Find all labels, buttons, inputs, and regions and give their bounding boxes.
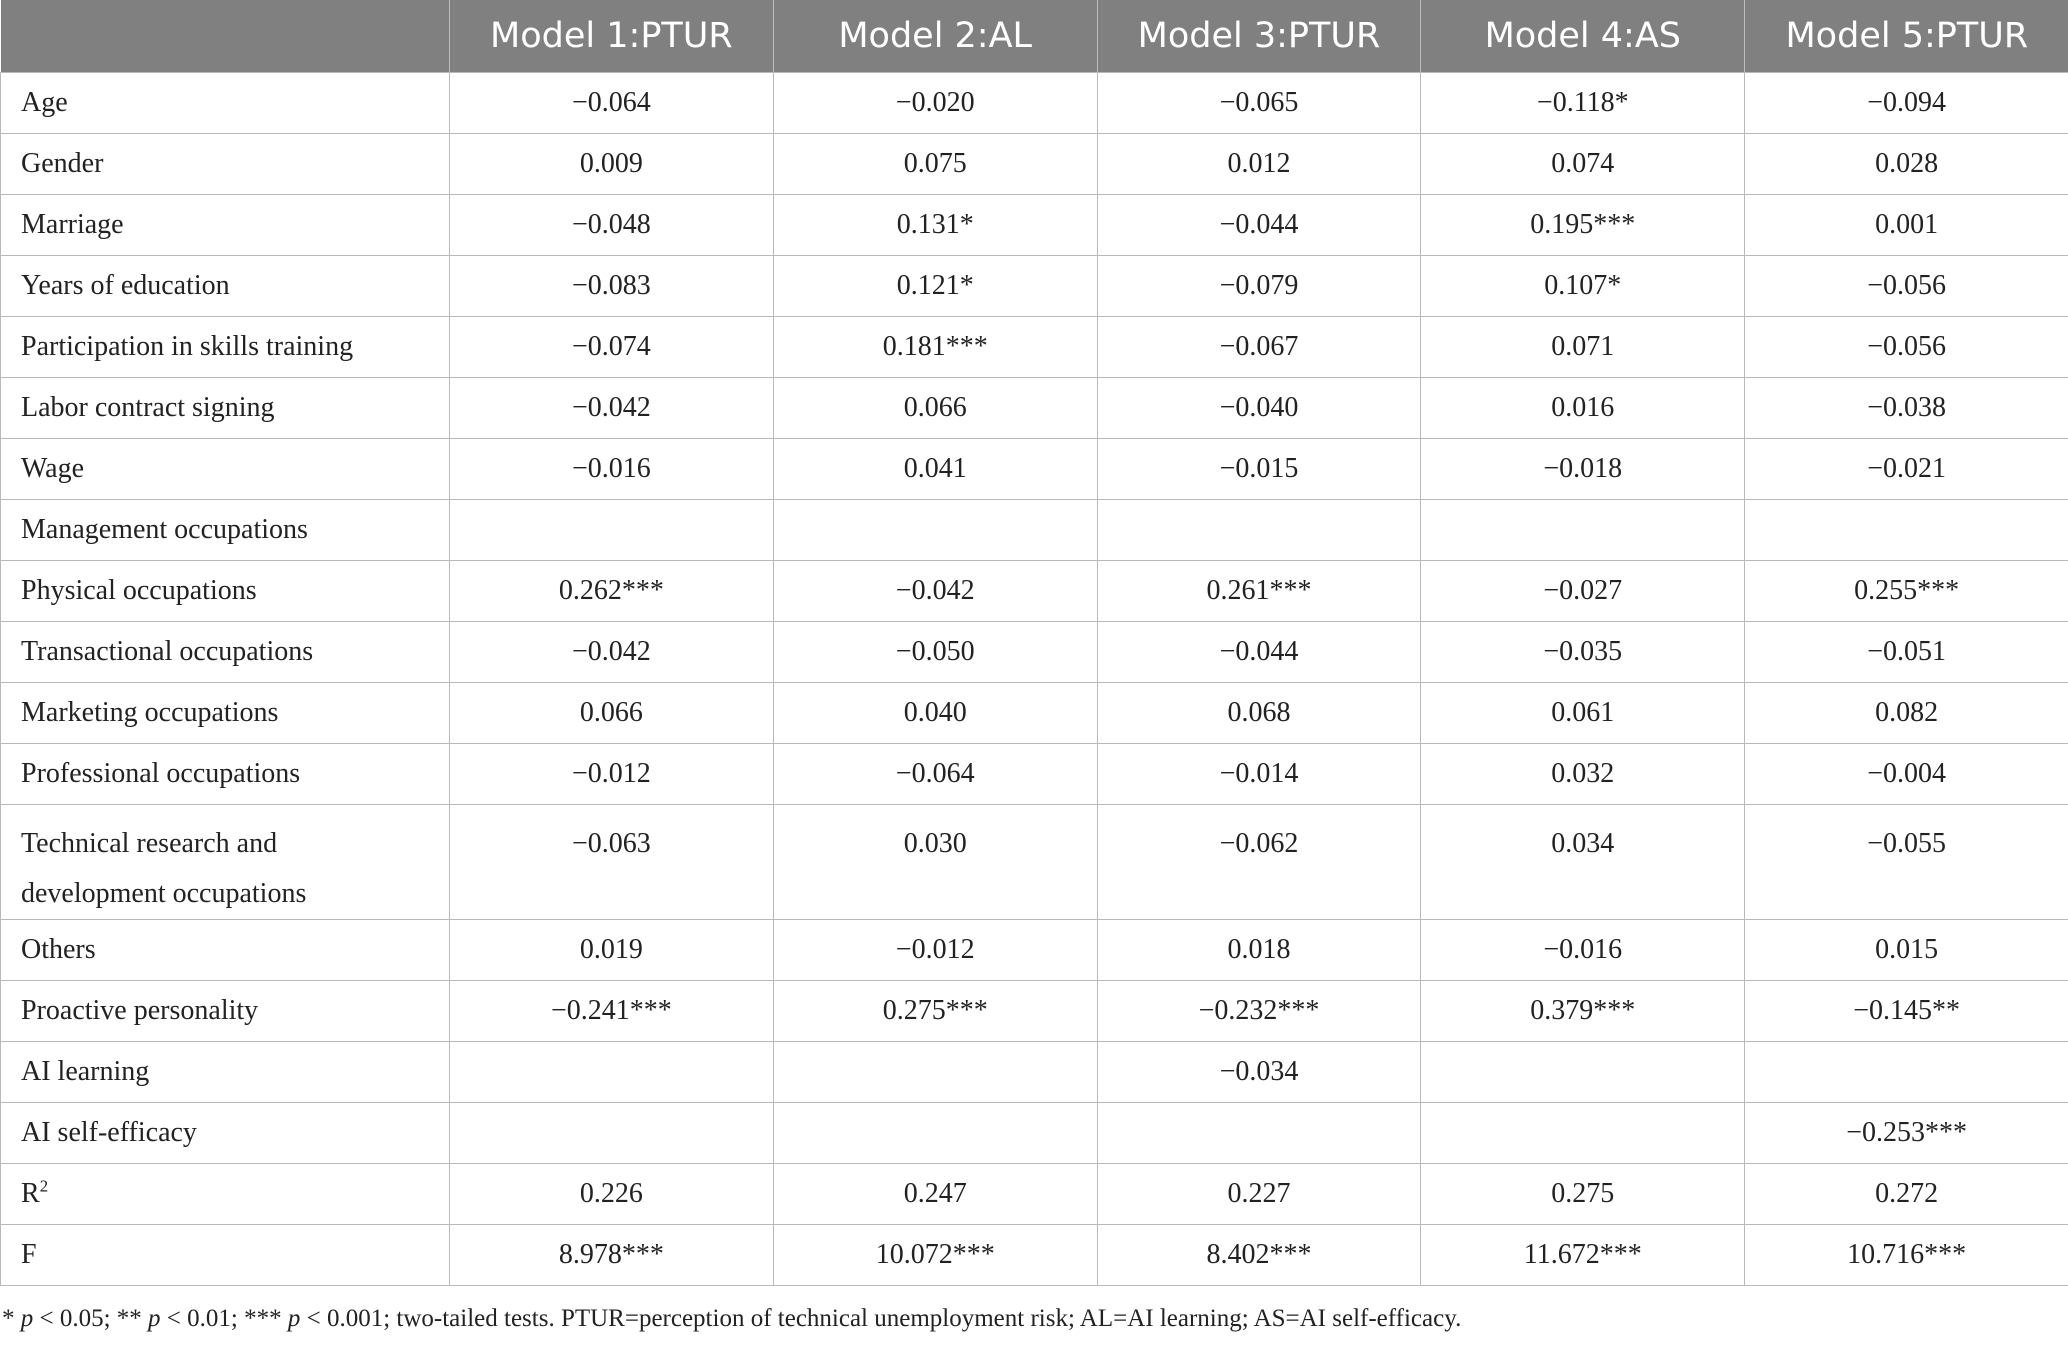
cell-model-4 xyxy=(1421,622,1745,683)
cell-model-1 xyxy=(450,805,774,920)
cell-model-2 xyxy=(773,317,1097,378)
table-row xyxy=(1,683,2068,744)
header-model-2: Model 2:AL xyxy=(773,0,1097,73)
cell-model-2 xyxy=(773,500,1097,561)
cell-model-5 xyxy=(1745,500,2068,561)
cell-value: 0.247 xyxy=(903,1178,967,1209)
cell-model-1 xyxy=(450,1042,774,1103)
cell-model-4 xyxy=(1421,500,1745,561)
cell-value: 0.275*** xyxy=(882,995,988,1026)
cell-value: −0.018 xyxy=(1543,453,1623,484)
header-model-5: Model 5:PTUR xyxy=(1745,0,2068,73)
cell-value: −0.035 xyxy=(1543,636,1623,667)
row-label xyxy=(1,805,450,920)
cell-model-1 xyxy=(450,134,774,195)
cell-model-5 xyxy=(1745,744,2068,805)
cell-model-3 xyxy=(1097,1103,1421,1164)
cell-value: −0.012 xyxy=(895,934,975,965)
cell-value: −0.064 xyxy=(895,758,975,789)
cell-value: −0.004 xyxy=(1867,758,1946,789)
cell-model-2 xyxy=(773,1103,1097,1164)
cell-value: 0.181*** xyxy=(882,331,988,362)
cell-model-1 xyxy=(450,744,774,805)
cell-value: 0.075 xyxy=(903,148,967,179)
cell-model-1 xyxy=(450,561,774,622)
cell-value: −0.083 xyxy=(572,270,651,301)
cell-value: 0.107* xyxy=(1544,270,1622,301)
cell-model-4 xyxy=(1421,1225,1745,1286)
cell-value: 0.061 xyxy=(1551,697,1615,728)
row-label xyxy=(1,256,450,317)
row-label-text: Transactional occupations xyxy=(21,636,314,667)
cell-value: 0.071 xyxy=(1551,331,1615,362)
cell-value: −0.016 xyxy=(1543,934,1623,965)
row-label xyxy=(1,378,450,439)
cell-model-1 xyxy=(450,317,774,378)
cell-model-4 xyxy=(1421,920,1745,981)
cell-value: 0.074 xyxy=(1551,148,1615,179)
cell-model-3 xyxy=(1097,744,1421,805)
cell-value: −0.020 xyxy=(895,87,975,118)
cell-model-5 xyxy=(1745,561,2068,622)
cell-model-3 xyxy=(1097,195,1421,256)
cell-model-1 xyxy=(450,920,774,981)
cell-value: 11.672*** xyxy=(1523,1239,1642,1270)
cell-model-5 xyxy=(1745,195,2068,256)
cell-value: 0.226 xyxy=(579,1178,643,1209)
cell-model-4 xyxy=(1421,73,1745,134)
table-row xyxy=(1,1225,2068,1286)
cell-value: 0.082 xyxy=(1875,697,1939,728)
cell-model-3 xyxy=(1097,378,1421,439)
cell-value: −0.050 xyxy=(895,636,975,667)
table-row xyxy=(1,195,2068,256)
row-label xyxy=(1,622,450,683)
cell-model-3 xyxy=(1097,439,1421,500)
cell-model-1 xyxy=(450,1164,774,1225)
cell-value: 0.012 xyxy=(1227,148,1291,179)
cell-value: 0.262*** xyxy=(558,575,664,606)
cell-value: −0.253*** xyxy=(1846,1117,1967,1148)
cell-model-5 xyxy=(1745,683,2068,744)
cell-model-2 xyxy=(773,134,1097,195)
cell-value: −0.042 xyxy=(572,636,651,667)
cell-model-5 xyxy=(1745,73,2068,134)
cell-value: −0.064 xyxy=(572,87,651,118)
cell-value: −0.232*** xyxy=(1198,995,1320,1026)
cell-model-1 xyxy=(450,439,774,500)
cell-model-3 xyxy=(1097,920,1421,981)
row-label-text: Management occupations xyxy=(21,514,308,545)
row-label-text: R xyxy=(21,1178,40,1209)
cell-value: −0.074 xyxy=(572,331,651,362)
row-label xyxy=(1,561,450,622)
header-model-4: Model 4:AS xyxy=(1421,0,1745,73)
cell-value: −0.044 xyxy=(1219,209,1299,240)
cell-model-5 xyxy=(1745,439,2068,500)
cell-model-2 xyxy=(773,1042,1097,1103)
table-row xyxy=(1,500,2068,561)
cell-value: −0.063 xyxy=(572,828,651,859)
cell-value: −0.044 xyxy=(1219,636,1299,667)
cell-model-5 xyxy=(1745,1225,2068,1286)
cell-model-5 xyxy=(1745,920,2068,981)
row-label xyxy=(1,744,450,805)
cell-model-4 xyxy=(1421,134,1745,195)
cell-model-3 xyxy=(1097,134,1421,195)
cell-value: 0.009 xyxy=(579,148,643,179)
row-label xyxy=(1,317,450,378)
cell-value: 0.195*** xyxy=(1530,209,1636,240)
cell-value: 0.068 xyxy=(1227,697,1291,728)
cell-value: 0.016 xyxy=(1551,392,1615,423)
cell-value: −0.048 xyxy=(572,209,651,240)
cell-value: 10.072*** xyxy=(875,1239,995,1270)
cell-model-5 xyxy=(1745,1164,2068,1225)
cell-model-1 xyxy=(450,195,774,256)
cell-model-5 xyxy=(1745,1042,2068,1103)
cell-model-4 xyxy=(1421,378,1745,439)
cell-value: −0.062 xyxy=(1219,828,1299,859)
cell-value: −0.118* xyxy=(1536,87,1629,118)
cell-value: −0.027 xyxy=(1543,575,1623,606)
header-model-1: Model 1:PTUR xyxy=(450,0,774,73)
cell-model-1 xyxy=(450,1103,774,1164)
table-row xyxy=(1,622,2068,683)
row-label xyxy=(1,981,450,1042)
row-label-text: Others xyxy=(21,934,96,965)
table-row xyxy=(1,134,2068,195)
cell-model-1 xyxy=(450,500,774,561)
cell-model-1 xyxy=(450,981,774,1042)
cell-value: −0.042 xyxy=(895,575,975,606)
cell-value: 0.001 xyxy=(1875,209,1939,240)
row-label-text: Years of education xyxy=(21,270,230,301)
cell-value: 0.028 xyxy=(1875,148,1939,179)
table-row xyxy=(1,1103,2068,1164)
cell-value: 0.255*** xyxy=(1854,575,1960,606)
cell-value: −0.038 xyxy=(1867,392,1946,423)
cell-value: −0.014 xyxy=(1219,758,1299,789)
row-label-text: F xyxy=(21,1239,37,1270)
cell-model-5 xyxy=(1745,1103,2068,1164)
row-label-text: Participation in skills training xyxy=(21,331,354,362)
cell-value: 0.121* xyxy=(896,270,974,301)
cell-model-4 xyxy=(1421,805,1745,920)
cell-model-2 xyxy=(773,439,1097,500)
row-label xyxy=(1,439,450,500)
table-row xyxy=(1,744,2068,805)
table-row xyxy=(1,439,2068,500)
cell-model-3 xyxy=(1097,561,1421,622)
cell-model-2 xyxy=(773,744,1097,805)
row-label xyxy=(1,1164,450,1225)
cell-value: 0.032 xyxy=(1551,758,1615,789)
table-row xyxy=(1,981,2068,1042)
cell-model-5 xyxy=(1745,256,2068,317)
cell-value: −0.056 xyxy=(1867,331,1946,362)
row-label-text: Physical occupations xyxy=(21,575,257,606)
cell-model-3 xyxy=(1097,500,1421,561)
cell-value: 0.034 xyxy=(1551,828,1615,859)
header-variable xyxy=(1,0,450,73)
cell-value: 0.015 xyxy=(1875,934,1939,965)
header-model-3: Model 3:PTUR xyxy=(1097,0,1421,73)
cell-value: −0.042 xyxy=(572,392,651,423)
cell-model-1 xyxy=(450,256,774,317)
table-row xyxy=(1,1164,2068,1225)
cell-model-5 xyxy=(1745,317,2068,378)
row-label xyxy=(1,1225,450,1286)
cell-model-2 xyxy=(773,378,1097,439)
cell-value: 0.030 xyxy=(903,828,967,859)
cell-model-3 xyxy=(1097,256,1421,317)
cell-model-4 xyxy=(1421,744,1745,805)
cell-value: 0.272 xyxy=(1875,1178,1939,1209)
cell-model-2 xyxy=(773,195,1097,256)
header-row xyxy=(1,0,2068,73)
cell-value: −0.012 xyxy=(572,758,651,789)
cell-model-5 xyxy=(1745,981,2068,1042)
cell-model-4 xyxy=(1421,1164,1745,1225)
cell-model-4 xyxy=(1421,439,1745,500)
cell-value: 8.978*** xyxy=(558,1239,664,1270)
row-label-text: Marketing occupations xyxy=(21,697,279,728)
table-row xyxy=(1,73,2068,134)
cell-model-1 xyxy=(450,73,774,134)
cell-model-2 xyxy=(773,622,1097,683)
cell-value: −0.034 xyxy=(1219,1056,1299,1087)
row-label-text: Gender xyxy=(21,148,104,179)
cell-model-5 xyxy=(1745,378,2068,439)
cell-model-4 xyxy=(1421,1042,1745,1103)
cell-model-2 xyxy=(773,805,1097,920)
cell-value: −0.051 xyxy=(1867,636,1946,667)
cell-model-4 xyxy=(1421,981,1745,1042)
cell-value: 0.066 xyxy=(903,392,967,423)
cell-value: −0.016 xyxy=(572,453,651,484)
cell-model-2 xyxy=(773,73,1097,134)
row-label xyxy=(1,683,450,744)
cell-value: 0.227 xyxy=(1227,1178,1291,1209)
row-label xyxy=(1,920,450,981)
cell-model-3 xyxy=(1097,981,1421,1042)
cell-model-2 xyxy=(773,1164,1097,1225)
cell-value: −0.241*** xyxy=(551,995,672,1026)
row-label-text: Professional occupations xyxy=(21,758,301,789)
table-row xyxy=(1,920,2068,981)
cell-value: 0.275 xyxy=(1551,1178,1615,1209)
cell-value: 0.379*** xyxy=(1530,995,1636,1026)
table-row xyxy=(1,256,2068,317)
cell-model-2 xyxy=(773,1225,1097,1286)
table-row xyxy=(1,1042,2068,1103)
cell-value: −0.065 xyxy=(1219,87,1299,118)
row-label xyxy=(1,1103,450,1164)
cell-model-1 xyxy=(450,683,774,744)
row-label-text: Labor contract signing xyxy=(21,392,275,423)
cell-model-5 xyxy=(1745,805,2068,920)
table-row xyxy=(1,805,2068,920)
cell-model-3 xyxy=(1097,317,1421,378)
row-label-text: Marriage xyxy=(21,209,124,240)
table-row xyxy=(1,561,2068,622)
row-label-text: Technical research and development occupations xyxy=(21,828,307,909)
row-label-text: AI learning xyxy=(21,1056,150,1087)
row-label xyxy=(1,134,450,195)
row-label-text: Wage xyxy=(21,453,85,484)
row-label xyxy=(1,195,450,256)
cell-model-4 xyxy=(1421,195,1745,256)
cell-model-3 xyxy=(1097,1042,1421,1103)
cell-value: −0.055 xyxy=(1867,828,1946,859)
cell-model-5 xyxy=(1745,134,2068,195)
cell-value: 0.019 xyxy=(579,934,643,965)
row-label-superscript: 2 xyxy=(39,1176,49,1196)
row-label xyxy=(1,500,450,561)
cell-model-3 xyxy=(1097,683,1421,744)
cell-value: 0.040 xyxy=(903,697,967,728)
table-row xyxy=(1,317,2068,378)
cell-model-2 xyxy=(773,981,1097,1042)
table-row xyxy=(1,378,2068,439)
cell-model-3 xyxy=(1097,73,1421,134)
cell-value: −0.040 xyxy=(1219,392,1299,423)
cell-model-3 xyxy=(1097,1164,1421,1225)
row-label-text: Proactive personality xyxy=(21,995,259,1026)
cell-model-4 xyxy=(1421,683,1745,744)
cell-value: 0.066 xyxy=(579,697,643,728)
row-label xyxy=(1,73,450,134)
cell-model-4 xyxy=(1421,256,1745,317)
cell-model-1 xyxy=(450,1225,774,1286)
cell-value: 10.716*** xyxy=(1847,1239,1967,1270)
table-footnote: * p < 0.05; ** p < 0.01; *** p < 0.001; two-tailed tests. PTUR=perception of technical unemployment risk; AL=AI learning; AS=AI self-efficacy. xyxy=(2,1305,1462,1332)
row-label-text: Age xyxy=(21,87,68,118)
cell-model-1 xyxy=(450,622,774,683)
row-label-text: AI self-efficacy xyxy=(21,1117,197,1148)
cell-value: 0.041 xyxy=(903,453,967,484)
cell-model-3 xyxy=(1097,1225,1421,1286)
cell-model-2 xyxy=(773,920,1097,981)
cell-value: −0.094 xyxy=(1867,87,1946,118)
cell-model-2 xyxy=(773,561,1097,622)
cell-model-3 xyxy=(1097,622,1421,683)
cell-model-4 xyxy=(1421,317,1745,378)
cell-model-2 xyxy=(773,256,1097,317)
row-label xyxy=(1,1042,450,1103)
cell-model-3 xyxy=(1097,805,1421,920)
cell-model-4 xyxy=(1421,1103,1745,1164)
cell-value: −0.056 xyxy=(1867,270,1946,301)
cell-value: −0.015 xyxy=(1219,453,1299,484)
cell-model-2 xyxy=(773,683,1097,744)
cell-model-1 xyxy=(450,378,774,439)
cell-model-4 xyxy=(1421,561,1745,622)
cell-value: 0.131* xyxy=(896,209,974,240)
cell-value: −0.145** xyxy=(1853,995,1960,1026)
cell-value: 0.018 xyxy=(1227,934,1291,965)
cell-value: −0.079 xyxy=(1219,270,1299,301)
cell-value: −0.067 xyxy=(1219,331,1299,362)
cell-value: 8.402*** xyxy=(1206,1239,1312,1270)
cell-model-5 xyxy=(1745,622,2068,683)
cell-value: 0.261*** xyxy=(1206,575,1312,606)
cell-value: −0.021 xyxy=(1867,453,1946,484)
